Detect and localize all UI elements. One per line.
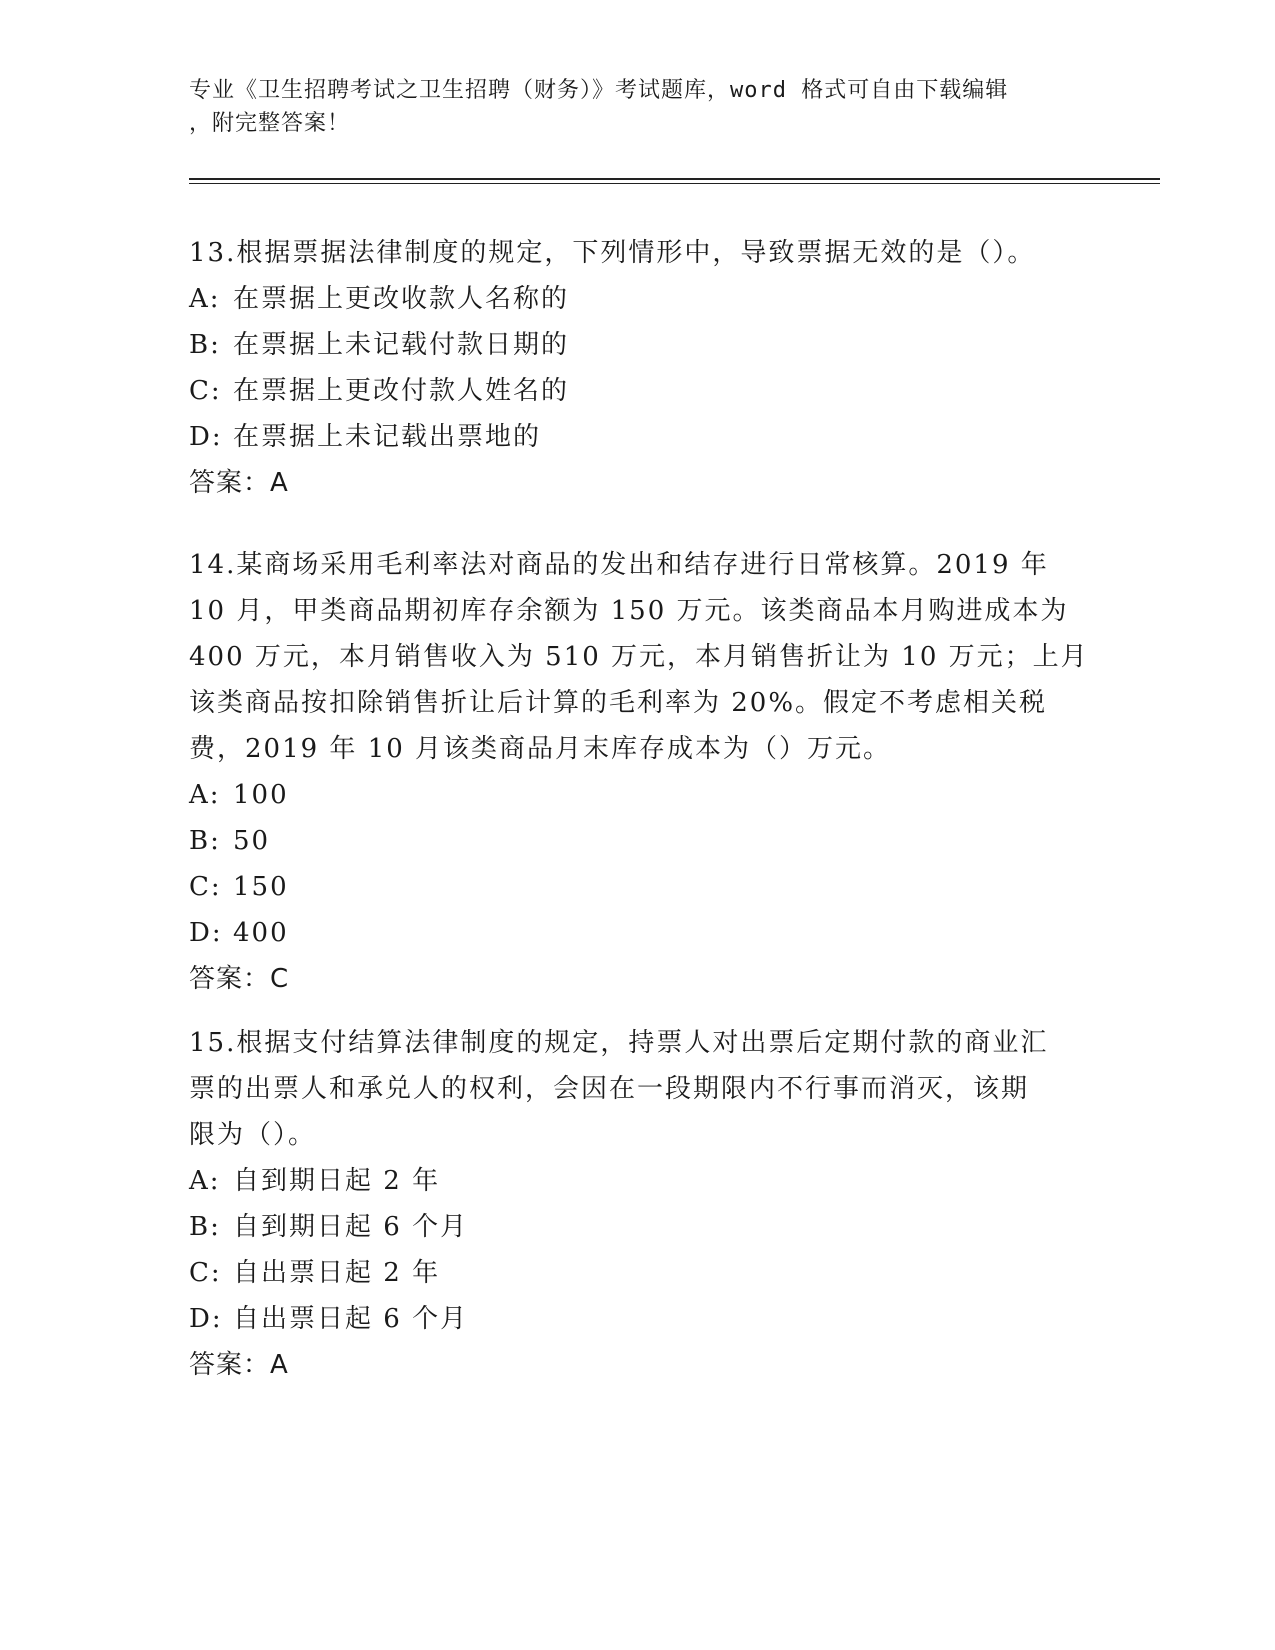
option-a bbox=[189, 772, 1089, 818]
header-line-2: ，附完整答案！ bbox=[189, 111, 351, 136]
header-divider bbox=[189, 178, 1160, 184]
option-text: 在票据上更改付款人姓名的 bbox=[233, 376, 570, 406]
option-d bbox=[189, 414, 1089, 460]
option-key: A: bbox=[189, 1166, 221, 1196]
question-stem-line: 400 万元，本月销售收入为 510 万元，本月销售折让为 10 万元；上月 bbox=[189, 642, 1089, 672]
option-key: D: bbox=[189, 1304, 223, 1334]
option-key: C: bbox=[189, 872, 222, 902]
question-stem-line: 14.某商场采用毛利率法对商品的发出和结存进行日常核算。2019 年 bbox=[189, 550, 1049, 580]
option-c bbox=[189, 864, 1089, 910]
option-text: 自出票日起 6 个月 bbox=[233, 1304, 469, 1334]
question-stem-line: 10 月，甲类商品期初库存余额为 150 万元。该类商品本月购进成本为 bbox=[189, 596, 1069, 626]
answer-line: 答案：C bbox=[189, 964, 290, 994]
answer-line: 答案：A bbox=[189, 1350, 289, 1380]
question-13 bbox=[189, 230, 1089, 506]
question-14 bbox=[189, 542, 1089, 1002]
option-text: 在票据上未记载付款日期的 bbox=[233, 330, 570, 360]
option-text: 50 bbox=[233, 826, 271, 856]
question-stem-line: 该类商品按扣除销售折让后计算的毛利率为 20%。假定不考虑相关税 bbox=[189, 688, 1048, 718]
document-header bbox=[189, 74, 1089, 140]
question-stem-line: 票的出票人和承兑人的权利，会因在一段期限内不行事而消灭，该期 bbox=[189, 1074, 1030, 1104]
option-b bbox=[189, 818, 1089, 864]
question-stem-line: 13.根据票据法律制度的规定，下列情形中，导致票据无效的是（）。 bbox=[189, 238, 1036, 268]
option-key: D: bbox=[189, 422, 223, 452]
option-c bbox=[189, 1250, 1089, 1296]
option-key: D: bbox=[189, 918, 223, 948]
option-key: B: bbox=[189, 1212, 221, 1242]
option-a bbox=[189, 276, 1089, 322]
option-key: A: bbox=[189, 284, 221, 314]
question-stem-line: 15.根据支付结算法律制度的规定，持票人对出票后定期付款的商业汇 bbox=[189, 1028, 1049, 1058]
header-line-1: 专业《卫生招聘考试之卫生招聘（财务）》考试题库，word 格式可自由下载编辑 bbox=[189, 78, 1009, 103]
option-key: C: bbox=[189, 376, 222, 406]
option-text: 自到期日起 6 个月 bbox=[233, 1212, 469, 1242]
option-c bbox=[189, 368, 1089, 414]
option-text: 自出票日起 2 年 bbox=[233, 1258, 441, 1288]
question-stem-line: 限为（）。 bbox=[189, 1120, 317, 1150]
option-a bbox=[189, 1158, 1089, 1204]
option-text: 自到期日起 2 年 bbox=[233, 1166, 441, 1196]
option-key: C: bbox=[189, 1258, 222, 1288]
option-text: 100 bbox=[233, 780, 289, 810]
option-key: B: bbox=[189, 330, 221, 360]
option-b bbox=[189, 322, 1089, 368]
option-key: A: bbox=[189, 780, 221, 810]
option-text: 在票据上更改收款人名称的 bbox=[233, 284, 570, 314]
option-d bbox=[189, 910, 1089, 956]
option-text: 150 bbox=[233, 872, 289, 902]
option-d bbox=[189, 1296, 1089, 1342]
option-b bbox=[189, 1204, 1089, 1250]
answer-line: 答案：A bbox=[189, 468, 289, 498]
question-15 bbox=[189, 1020, 1089, 1388]
option-text: 在票据上未记载出票地的 bbox=[233, 422, 542, 452]
question-stem-line: 费，2019 年 10 月该类商品月末库存成本为（）万元。 bbox=[189, 734, 892, 764]
option-text: 400 bbox=[233, 918, 289, 948]
option-key: B: bbox=[189, 826, 221, 856]
